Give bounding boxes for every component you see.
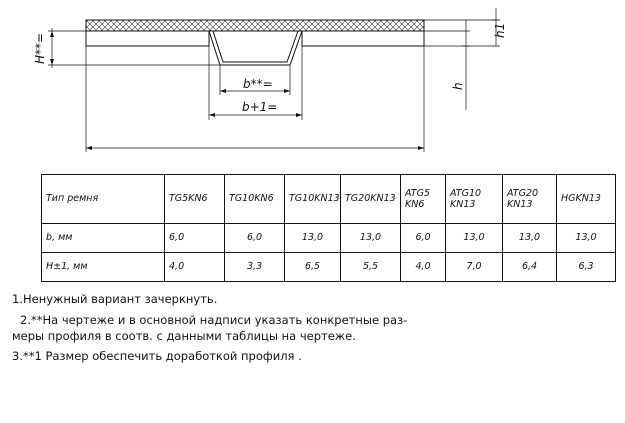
header-cell: TG20KN13 bbox=[341, 175, 401, 224]
arrowheads bbox=[50, 31, 424, 150]
header-cell: TG10KN13 bbox=[285, 175, 341, 224]
label-H: H**= bbox=[33, 32, 47, 64]
header-cell: ATG20 KN13 bbox=[503, 175, 557, 224]
header-cell: ATG5 KN6 bbox=[401, 175, 446, 224]
table-cell: 4,0 bbox=[165, 252, 225, 281]
note-2-line-1: 2.**На чертеже и в основной надписи указать конкретные раз- bbox=[20, 313, 408, 327]
belt-spec-table bbox=[41, 174, 616, 282]
table-cell: 6,5 bbox=[285, 252, 341, 281]
belt-profile bbox=[86, 20, 424, 65]
table-cell: 6,0 bbox=[165, 223, 225, 252]
profile-drawing bbox=[0, 0, 625, 170]
label-h: h bbox=[451, 82, 465, 90]
table-cell: 13,0 bbox=[285, 223, 341, 252]
table-cell: 6,4 bbox=[503, 252, 557, 281]
table-cell: 6,0 bbox=[225, 223, 285, 252]
note-1: 1.Ненужный вариант зачеркнуть. bbox=[12, 292, 218, 306]
table-cell: 13,0 bbox=[446, 223, 503, 252]
row-label: b, мм bbox=[42, 223, 165, 252]
table-cell: 13,0 bbox=[341, 223, 401, 252]
note-2-line-2: меры профиля в соотв. с данными таблицы на чертеже. bbox=[12, 329, 356, 343]
header-cell: TG5KN6 bbox=[165, 175, 225, 224]
table-row bbox=[42, 223, 616, 252]
table-header-row bbox=[42, 175, 616, 224]
label-b1: b+1= bbox=[242, 100, 278, 114]
label-h1: h1 bbox=[493, 22, 507, 38]
header-cell: HGKN13 bbox=[557, 175, 616, 224]
table-cell: 6,0 bbox=[401, 223, 446, 252]
row-label: H±1, мм bbox=[42, 252, 165, 281]
table-cell: 13,0 bbox=[557, 223, 616, 252]
table-cell: 4,0 bbox=[401, 252, 446, 281]
table-cell: 6,3 bbox=[557, 252, 616, 281]
header-cell: ATG10 KN13 bbox=[446, 175, 503, 224]
label-b: b**= bbox=[243, 77, 273, 91]
header-cell: Тип ремня bbox=[42, 175, 165, 224]
table-cell: 3,3 bbox=[225, 252, 285, 281]
table-row bbox=[42, 252, 616, 281]
table-cell: 5,5 bbox=[341, 252, 401, 281]
table-cell: 13,0 bbox=[503, 223, 557, 252]
note-3: 3.**1 Размер обеспечить доработкой профиля . bbox=[12, 349, 302, 363]
table-cell: 7,0 bbox=[446, 252, 503, 281]
header-cell: TG10KN6 bbox=[225, 175, 285, 224]
